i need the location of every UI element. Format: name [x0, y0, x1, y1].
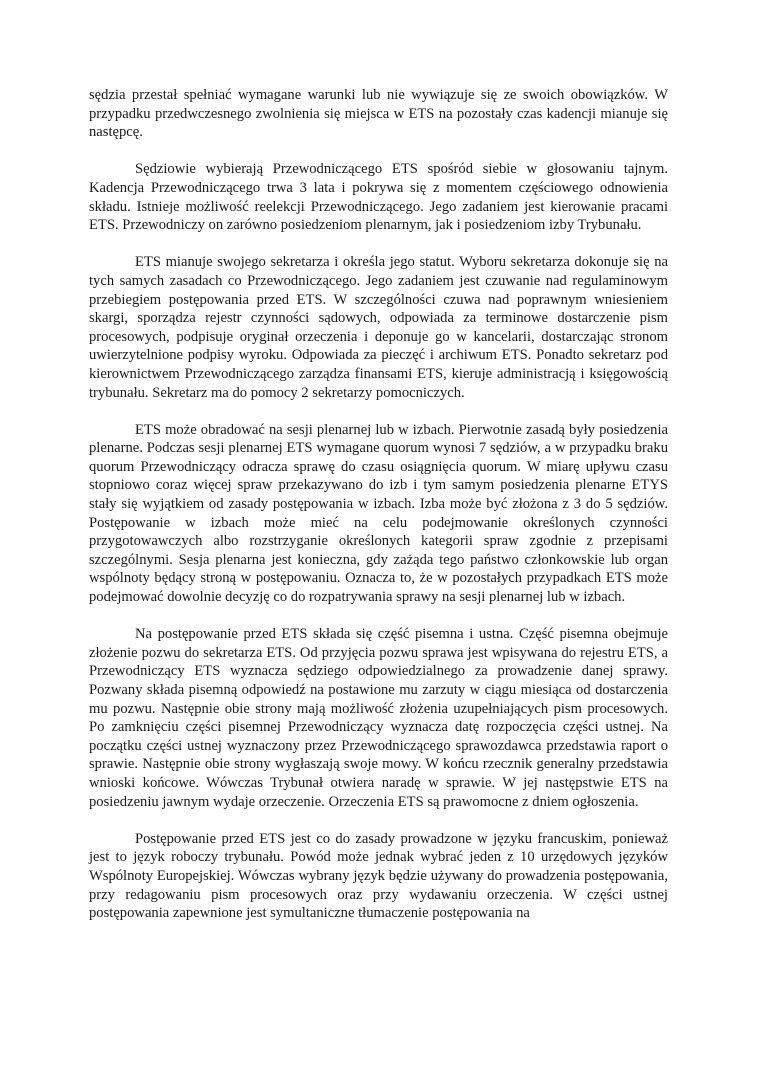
paragraph-5: Na postępowanie przed ETS składa się część pisemna i ustna. Część pisemna obejmuje złożenie pozwu do sekretarza ETS. Od przyjęcia pozwu sprawa jest wpisywana do rejestru ETS, a Przewodniczący ETS wyznacza sędziego odpowiedzialnego za prowadzenie danej sprawy. Pozwany składa pisemną odpowiedź na postawione mu zarzuty w ciągu miesiąca od dostarczenia mu pozwu. Następnie obie strony mają możliwość złożenia uzupełniających pism procesowych. Po zamknięciu części pisemnej Przewodniczący wyznacza datę rozpoczęcia części ustnej. Na początku części ustnej wyznaczony przez Przewodniczącego sprawozdawca przedstawia raport o sprawie. Następnie obie strony wygłaszają swoje mowy. W końcu rzecznik generalny przedstawia wnioski końcowe. Wówczas Trybunał otwiera naradę w sprawie. W jej następstwie ETS na posiedzeniu jawnym wydaje orzeczenie. Orzeczenia ETS są prawomocne z dniem ogłoszenia.	[89, 626, 668, 810]
paragraph-1: sędzia przestał spełniać wymagane warunki lub nie wywiązuje się ze swoich obowiązków. W przypadku przedwczesnego zwolnienia się miejsca w ETS na pozostały czas kadencji mianuje się następcę.	[89, 87, 668, 141]
paragraph-2: Sędziowie wybierają Przewodniczącego ETS spośród siebie w głosowaniu tajnym. Kadencja Przewodniczącego trwa 3 lata i pokrywa się z momentem częściowego odnowienia składu. Istnieje możliwość reelekcji Przewodniczącego. Jego zadaniem jest kierowanie pracami ETS. Przewodniczy on zarówno posiedzeniom plenarnym, jak i posiedzeniom izby Trybunału.	[89, 161, 668, 234]
paragraph-3: ETS mianuje swojego sekretarza i określa jego statut. Wyboru sekretarza dokonuje się na tych samych zasadach co Przewodniczącego. Jego zadaniem jest czuwanie nad regulaminowym przebiegiem postępowania przed ETS. W szczególności czuwa nad poprawnym wniesieniem skargi, sporządza rejestr czynności sądowych, odpowiada za terminowe dostarczenie pism procesowych, podpisuje oryginał orzeczenia i deponuje go w kancelarii, dostarczając stronom uwierzytelnione podpisy wyroku. Odpowiada za pieczęć i archiwum ETS. Ponadto sekretarz pod kierownictwem Przewodniczącego zarządza finansami ETS, kieruje administracją i księgowością trybunału. Sekretarz ma do pomocy 2 sekretarzy pomocniczych.	[89, 254, 668, 401]
paragraph-6: Postępowanie przed ETS jest co do zasady prowadzone w języku francuskim, ponieważ jest to język roboczy trybunału. Powód może jednak wybrać jeden z 10 urzędowych języków Wspólnoty Europejskiej. Wówczas wybrany język będzie używany do prowadzenia postępowania, przy redagowaniu pism procesowych oraz przy wydawaniu orzeczenia. W części ustnej postępowania zapewnione jest symultaniczne tłumaczenie postępowania na	[89, 830, 668, 922]
paragraph-4: ETS może obradować na sesji plenarnej lub w izbach. Pierwotnie zasadą były posiedzenia plenarne. Podczas sesji plenarnej ETS wymagane quorum wynosi 7 sędziów, a w przypadku braku quorum Przewodniczący odracza sprawę do czasu osiągnięcia quorum. W miarę upływu czasu stopniowo coraz więcej spraw przekazywano do izb i tym samym posiedzenia plenarne ETYS stały się wyjątkiem od zasady postępowania w izbach. Izba może być złożona z 3 do 5 sędziów. Postępowanie w izbach może mieć na celu podejmowanie określonych czynności przygotowawczych albo rozstrzyganie określonych kategorii spraw zgodnie z przepisami szczególnymi. Sesja plenarna jest konieczna, gdy zażąda tego państwo członkowskie lub organ wspólnoty będący stroną w postępowaniu. Oznacza to, że w pozostałych przypadkach ETS może podejmować dowolnie decyzję co do rozpatrywania sprawy na sesji plenarnej lub w izbach.	[89, 421, 668, 606]
